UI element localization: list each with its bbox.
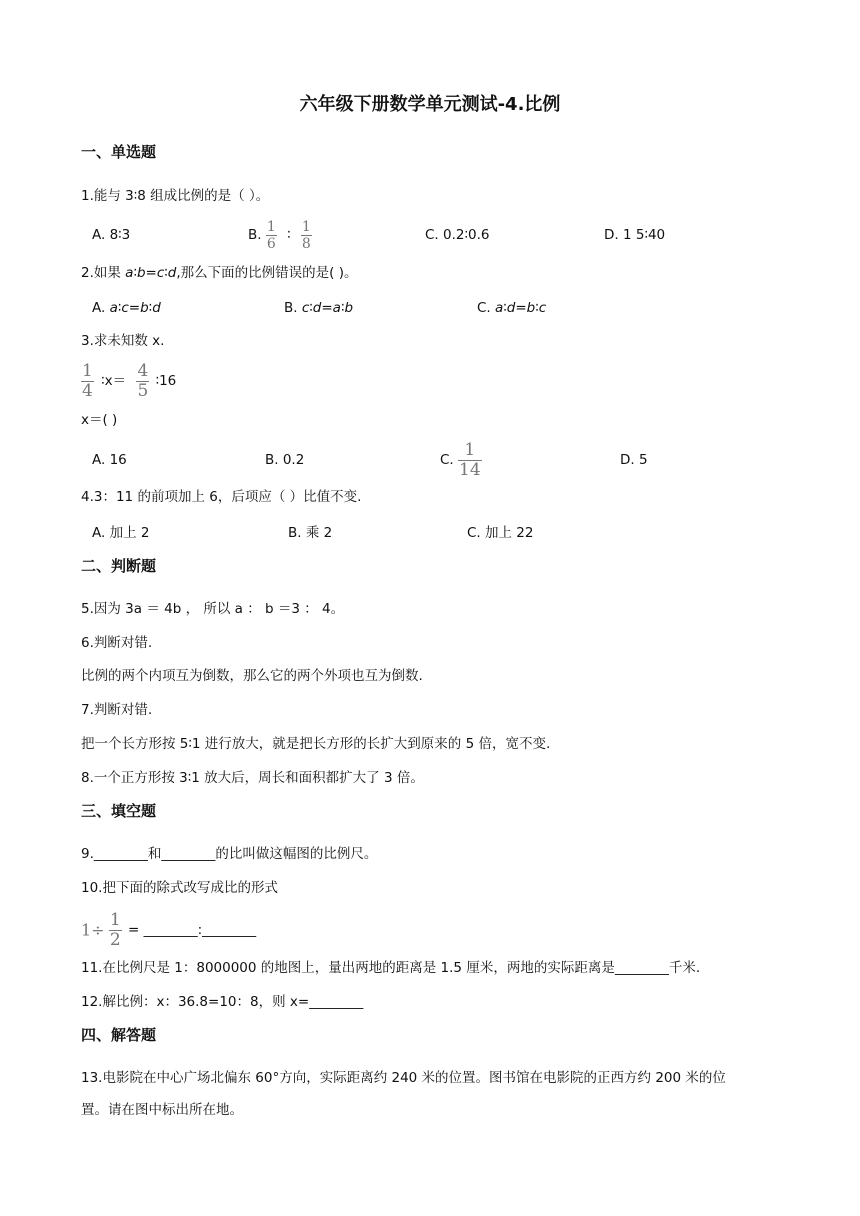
section-heading-true-false: 二、判断题 bbox=[81, 557, 157, 575]
fraction-numerator: 1 bbox=[301, 219, 311, 235]
q2-option-b-expression: c∶d=a∶b bbox=[301, 300, 354, 316]
q10-expression-lead: 1÷ bbox=[81, 920, 105, 940]
q1-option-d[interactable]: D. 1 5∶40 bbox=[604, 227, 666, 243]
q1-option-b-prefix: B. bbox=[248, 226, 262, 243]
q4-option-b[interactable]: B. 乘 2 bbox=[288, 525, 333, 541]
q2-option-a[interactable] bbox=[92, 302, 161, 316]
fraction-denominator: 8 bbox=[301, 236, 311, 252]
fraction-denominator: 14 bbox=[459, 460, 481, 480]
question-8: 8.一个正方形按 3∶1 放大后，周长和面积都扩大了 3 倍。 bbox=[81, 770, 424, 786]
q10-expression-tail: = ________:________ bbox=[128, 921, 257, 938]
fraction-numerator: 4 bbox=[137, 361, 149, 381]
question-2 bbox=[81, 267, 357, 281]
q3-option-c-fraction bbox=[458, 442, 482, 479]
section-heading-fill-in: 三、填空题 bbox=[81, 802, 157, 820]
question-6: 6.判断对错. bbox=[81, 635, 153, 651]
fraction-denominator: 5 bbox=[137, 381, 149, 401]
fraction-denominator: 6 bbox=[266, 236, 276, 252]
q1-option-b[interactable] bbox=[248, 220, 312, 251]
section-heading-single-choice: 一、单选题 bbox=[81, 143, 157, 161]
q10-fraction bbox=[109, 912, 122, 949]
q1-option-b-fraction-1 bbox=[266, 220, 277, 251]
q3-fraction-1 bbox=[81, 363, 94, 400]
q3-option-b[interactable]: B. 0.2 bbox=[265, 452, 305, 468]
q3-equation-middle: ∶x＝ bbox=[101, 372, 127, 389]
question-7-statement: 把一个长方形按 5∶1 进行放大，就是把长方形的长扩大到原来的 5 倍，宽不变. bbox=[81, 736, 551, 752]
q2-text-suffix: ,那么下面的比例错误的是( )。 bbox=[176, 265, 358, 281]
question-13-line-2: 置。请在图中标出所在地。 bbox=[81, 1102, 243, 1118]
q2-option-b[interactable] bbox=[284, 302, 353, 316]
page-title: 六年级下册数学单元测试-4.比例 bbox=[299, 94, 561, 115]
question-10: 10.把下面的除式改写成比的形式 bbox=[81, 880, 278, 896]
q2-option-a-prefix: A. bbox=[92, 300, 110, 316]
q4-option-c[interactable]: C. 加上 22 bbox=[467, 525, 534, 541]
q2-text-expression: a∶b=c∶d bbox=[125, 265, 177, 281]
q3-option-a[interactable]: A. 16 bbox=[92, 452, 127, 468]
question-4: 4.3：11 的前项加上 6，后项应（ ）比值不变. bbox=[81, 489, 362, 505]
q3-fraction-2 bbox=[136, 363, 149, 400]
fraction-numerator: 1 bbox=[266, 219, 276, 235]
fraction-numerator: 1 bbox=[109, 910, 121, 930]
question-3: 3.求未知数 x. bbox=[81, 333, 165, 349]
q2-option-c[interactable] bbox=[477, 302, 546, 316]
q10-expression bbox=[81, 912, 256, 949]
question-12: 12.解比例：x：36.8=10：8，则 x=________ bbox=[81, 994, 364, 1010]
q1-option-b-fraction-2 bbox=[301, 220, 312, 251]
question-7: 7.判断对错. bbox=[81, 702, 153, 718]
q3-option-d[interactable]: D. 5 bbox=[620, 452, 648, 468]
q3-option-c[interactable] bbox=[440, 442, 482, 479]
q1-option-a[interactable]: A. 8∶3 bbox=[92, 227, 131, 243]
question-9: 9.________和________的比叫做这幅图的比例尺。 bbox=[81, 846, 378, 862]
q1-option-c[interactable]: C. 0.2∶0.6 bbox=[425, 227, 490, 243]
q3-equation-tail: ∶16 bbox=[155, 372, 177, 389]
q2-option-b-prefix: B. bbox=[284, 300, 302, 316]
fraction-denominator: 4 bbox=[82, 381, 93, 401]
q2-text-prefix: 2.如果 bbox=[81, 265, 126, 281]
fraction-denominator: 2 bbox=[109, 930, 121, 950]
q4-option-a[interactable]: A. 加上 2 bbox=[92, 525, 150, 541]
q1-option-b-ratio-sign: ∶ bbox=[287, 226, 291, 243]
q2-option-c-prefix: C. bbox=[477, 300, 496, 316]
question-13-line-1: 13.电影院在中心广场北偏东 60°方向，实际距离约 240 米的位置。图书馆在电影院的正西方约 200 米的位 bbox=[81, 1070, 726, 1086]
question-5: 5.因为 3a ＝ 4b ， 所以 a ： b ＝3 ： 4。 bbox=[81, 601, 345, 617]
q3-equation bbox=[81, 363, 176, 400]
q2-option-a-expression: a∶c=b∶d bbox=[109, 300, 161, 316]
question-11: 11.在比例尺是 1：8000000 的地图上，量出两地的距离是 1.5 厘米，两地的实际距离是________千米. bbox=[81, 960, 701, 976]
fraction-numerator: 1 bbox=[82, 361, 93, 381]
section-heading-problem-solving: 四、解答题 bbox=[81, 1026, 157, 1044]
question-1: 1.能与 3∶8 组成比例的是（ ）。 bbox=[81, 188, 270, 204]
q2-option-c-expression: a∶d=b∶c bbox=[495, 300, 547, 316]
question-6-statement: 比例的两个内项互为倒数，那么它的两个外项也互为倒数. bbox=[81, 668, 423, 684]
fraction-numerator: 1 bbox=[464, 440, 476, 460]
q3-option-c-prefix: C. bbox=[440, 451, 454, 468]
q3-answer-line: x＝( ) bbox=[81, 412, 118, 428]
